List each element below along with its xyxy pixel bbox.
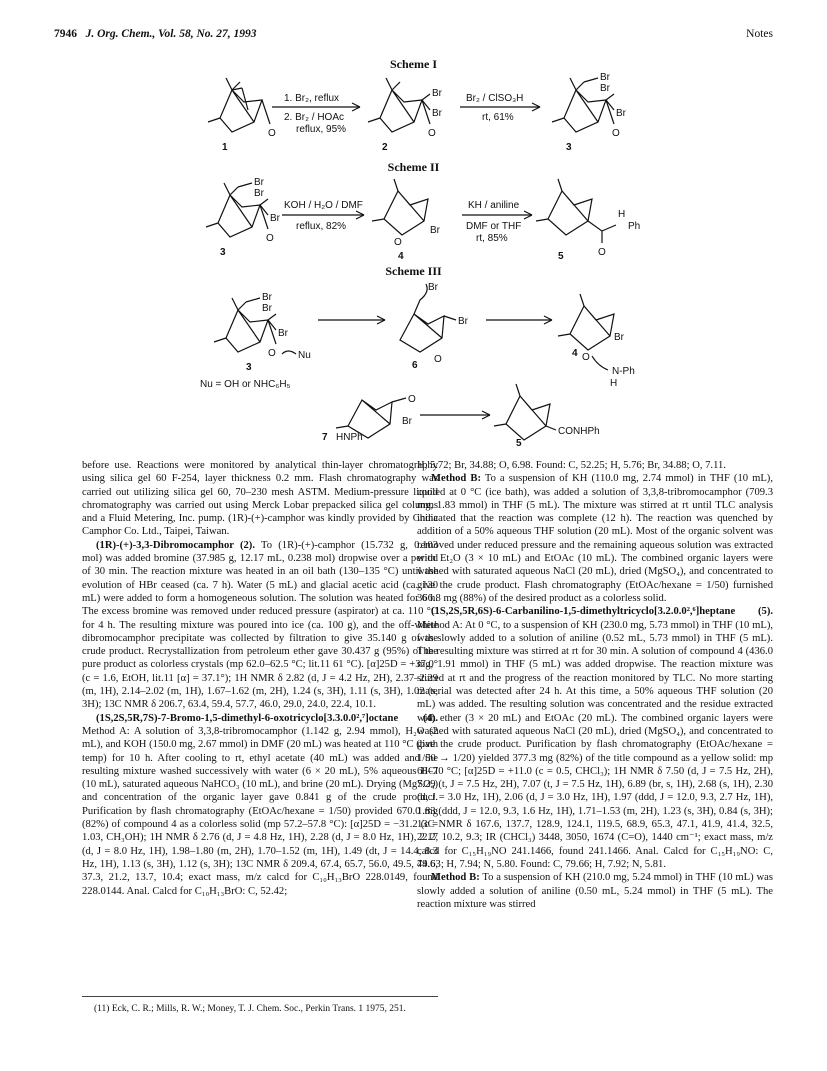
s2-a1-l2: reflux, 82% bbox=[296, 221, 347, 232]
scheme-1-title: Scheme I bbox=[390, 57, 437, 71]
s1-a1-l2: 2. Br₂ / HOAc bbox=[284, 112, 345, 123]
footnote-11: (11) Eck, C. R.; Mills, R. W.; Money, T. J. Chem. Soc., Perkin Trans. 1 1975, 251. bbox=[94, 1004, 406, 1014]
s2-compound-3-label: 3 bbox=[220, 247, 226, 258]
oxygen-label-2: O bbox=[428, 128, 436, 139]
bromine-label-3a: Br bbox=[600, 72, 610, 83]
compound-2-structure bbox=[368, 78, 443, 153]
s1-a1-l1: 1. Br₂, reflux bbox=[284, 93, 340, 104]
analysis-continuation: H, 5.72; Br, 34.88; O, 6.98. Found: C, 52.25; H, 5.76; Br, 34.88; O, 7.11. bbox=[417, 460, 726, 471]
dibromocamphor-paragraph bbox=[82, 539, 438, 712]
compound-1-structure bbox=[208, 78, 276, 153]
scheme-2-diagram bbox=[0, 175, 827, 265]
s2-a2-l2: DMF or THF bbox=[466, 221, 522, 232]
s2-compound-4-label: 4 bbox=[398, 251, 404, 262]
s3-hnph-label: HNPh bbox=[336, 432, 363, 443]
method-b2-paragraph bbox=[417, 871, 773, 911]
s3-compound-7 bbox=[322, 394, 416, 443]
s2-ph-5: Ph bbox=[628, 221, 641, 232]
dibromocamphor-heading: (1R)-(+)-3,3-Dibromocamphor (2). bbox=[96, 539, 255, 551]
journal-citation: J. Org. Chem., Vol. 58, No. 27, 1993 bbox=[85, 28, 257, 40]
compound-5-structure bbox=[536, 179, 640, 262]
s3-oxygen-7: O bbox=[408, 394, 416, 405]
s2-oxygen-4: O bbox=[394, 237, 402, 248]
nu-definition: Nu = OH or NHC₆H₅ bbox=[200, 379, 291, 390]
s2-br-a: Br bbox=[254, 177, 264, 188]
scheme-3-diagram bbox=[0, 280, 827, 450]
scheme-2-arrow-1 bbox=[282, 200, 364, 232]
compound-2-label: 2 bbox=[382, 142, 388, 153]
footnote bbox=[82, 996, 438, 1015]
s3-br-a: Br bbox=[262, 292, 272, 303]
s3-conhph-label: CONHPh bbox=[558, 426, 600, 437]
s2-a2-l1: KH / aniline bbox=[468, 200, 520, 211]
s2-br-c: Br bbox=[270, 213, 280, 224]
scheme-1-diagram bbox=[0, 70, 827, 160]
left-column bbox=[82, 459, 438, 898]
scheme-3-title: Scheme III bbox=[385, 264, 442, 278]
method-b2-text: To a suspension of KH (210.0 mg, 5.24 mmol) in THF (10 mL) was slowly added a solution of aniline (0.50 mL, 5.24 mmol) in THF (5 mL). The reaction mixture was stirred bbox=[417, 872, 773, 910]
s3-compound-6-label: 6 bbox=[412, 360, 418, 371]
s3-oxygen-4: O bbox=[582, 352, 590, 363]
s3-br-4: Br bbox=[614, 332, 624, 343]
carbanilino-paragraph bbox=[417, 605, 773, 871]
bromooctane-paragraph bbox=[82, 712, 438, 898]
method-b2-heading: Method B: bbox=[431, 872, 480, 884]
s3-compound-3-label: 3 bbox=[246, 362, 252, 373]
bromine-label-2b: Br bbox=[432, 108, 442, 119]
s3-nu-label: Nu bbox=[298, 350, 311, 361]
method-b-text: To a suspension of KH (110.0 mg, 2.74 mmol) in THF (10 mL), cooled at 0 °C (ice bath), was added a solution of 3,3,8-tribromocamphor (709.3 mg, 1.83 mmol) in THF (5 mL). The mixture was stirred at rt until TLC analysis indicated that the reaction was complete (12 h). The reaction was quenched by addition of a 50% aqueous THF solution (20 mL). Most of the organic solvent was removed under reduced pressure and the remaining aqueous solution was extracted with Et₂O (3 × 10 mL) and EtOAc (10 mL). The combined organic layers were washed with saturated aqueous NaCl (20 mL), dried (MgSO₄), and concentrated to give the crude product. Flash chromatography (EtOAc/hexane = 1/50) furnished 366.8 mg (88%) of the desired product as a colorless solid. bbox=[417, 473, 773, 604]
compound-4-structure bbox=[372, 179, 441, 262]
right-column bbox=[417, 459, 773, 911]
s1-a2-l2: rt, 61% bbox=[482, 112, 514, 123]
s2-br-4: Br bbox=[430, 225, 440, 236]
s2-compound-5-label: 5 bbox=[558, 251, 564, 262]
s3-br-c: Br bbox=[278, 328, 288, 339]
s3-compound-5-label: 5 bbox=[516, 438, 522, 449]
s3-h-4: H bbox=[610, 378, 618, 389]
s2-oxygen-3: O bbox=[266, 233, 274, 244]
compound-3-structure bbox=[552, 72, 627, 153]
page-number: 7946 bbox=[54, 28, 77, 40]
method-b-paragraph bbox=[417, 472, 773, 605]
scheme-1-arrow-2 bbox=[460, 93, 540, 123]
bromooctane-heading: (1S,2S,5R,7S)-7-Bromo-1,5-dimethyl-6-oxotricyclo[3.3.0.0²,⁷]octane (4). bbox=[96, 712, 438, 724]
scheme-1-arrow-1 bbox=[272, 93, 360, 135]
s3-br-b: Br bbox=[262, 303, 272, 314]
compound-3-label: 3 bbox=[566, 142, 572, 153]
bromine-label-2a: Br bbox=[432, 88, 442, 99]
s1-a2-l1: Br₂ / ClSO₃H bbox=[466, 93, 524, 104]
method-b-heading: Method B: bbox=[431, 473, 481, 485]
bromine-label-3c: Br bbox=[616, 108, 626, 119]
s3-oxygen-6: O bbox=[434, 354, 442, 365]
scheme-2-title: Scheme II bbox=[387, 160, 440, 174]
s3-nph-label: N-Ph bbox=[612, 366, 635, 377]
section-label: Notes bbox=[746, 28, 773, 40]
compound-1-label: 1 bbox=[222, 142, 228, 153]
s3-br-6a: Br bbox=[428, 282, 438, 293]
carbanilino-heading: (1S,2S,5R,6S)-6-Carbanilino-1,5-dimethyltricyclo[3.2.0.0²,⁶]heptane (5). bbox=[431, 606, 773, 618]
s3-br-7: Br bbox=[402, 416, 412, 427]
s2-oxygen-5: O bbox=[598, 247, 606, 258]
s3-br-6b: Br bbox=[458, 316, 468, 327]
bromine-label-3b: Br bbox=[600, 83, 610, 94]
s2-a2-l3: rt, 85% bbox=[476, 233, 508, 244]
s3-compound-4-label: 4 bbox=[572, 348, 578, 359]
header-left bbox=[54, 28, 257, 40]
oxygen-label-1: O bbox=[268, 128, 276, 139]
intro-paragraph: before use. Reactions were monitored by analytical thin-layer chromatography using silica gel 60 F-254, layer thickness 0.2 mm. Flash chromatography was carried out utilizing silica gel 60, 70–230 mesh ASTM. Medium-pressure liquid chromatography was carried out using Merck Lobar prepacked silica gel columns and a Fluid Metering, Inc. pump. (1R)-(+)-camphor was kindly provided by China Camphor Co. Ltd., Taipei, Taiwan. bbox=[82, 460, 438, 538]
carbanilino-text: Method A: At 0 °C, to a suspension of KH (230.0 mg, 5.73 mmol) in THF (10 mL), was slowly added to a solution of aniline (0.52 mL, 5.73 mmol) in THF (5 mL). The resulting mixture was stirred at rt for 30 min. A solution of compound 4 (436.0 mg, 1.91 mmol) in THF (5 mL) was added dropwise. The reaction mixture was stirred at rt and the progress of the reaction monitored by TLC. No more starting material was detected after 24 h. At this time, a 50% aqueous THF solution (20 mL) was added. The resulting solution was concentrated and the residue extracted with ether (3 × 20 mL) and EtOAc (20 mL). The combined organic layers were washed with saturated aqueous NaCl (20 mL), dried (MgSO₄), and concentrated to give the crude product. Purification by flash chromatography (EtOAc/hexane = 1/50 → 1/20) yielded 377.3 mg (82%) of the title compound as a yellow solid: mp 68–70 °C; [α]25D = +11.0 (c = 0.5, CHCl₃); 1H NMR δ 7.50 (d, J = 7.5 Hz, 2H), 7.29 (t, J = 7.5 Hz, 2H), 7.07 (t, J = 7.5 Hz, 1H), 6.89 (br, s, 1H), 2.68 (s, 1H), 2.30 (d, J = 3.0 Hz, 1H), 2.06 (d, J = 3.0 Hz, 1H), 1.97 (ddd, J = 12.0, 9.3, 2.7 Hz, 1H), 1.83 (ddd, J = 12.0, 9.3, 1.6 Hz, 1H), 1.71–1.53 (m, 2H), 1.23 (s, 3H), 0.84 (s, 3H); 13C NMR δ 167.6, 137.7, 128.9, 124.1, 119.5, 68.9, 65.3, 47.1, 41.9, 41.4, 32.5, 22.2, 10.2, 9.3; IR (CHCl₃) 3448, 3050, 1674 (C=O), 1440 cm⁻¹; exact mass, m/z calcd for C₁₅H₁₉NO 241.1466, found 241.1466. Anal. Calcd for C₁₅H₁₉NO: C, 79.63; H, 7.94; N, 5.80. Found: C, 79.66; H, 7.92; N, 5.81. bbox=[417, 619, 773, 870]
s3-compound-6 bbox=[400, 282, 469, 371]
compound-3-structure-s2 bbox=[206, 177, 281, 258]
bromooctane-text: Method A: A solution of 3,3,8-tribromocamphor (1.142 g, 2.94 mmol), H₂O (2 mL), and KOH (150.0 mg, 2.67 mmol) in DMF (20 mL) was heated at 110 °C (bath temp) for 10 h. After cooling to rt, ethyl acetate (40 mL) was added and the resulting mixture washed successively with water (6 × 20 mL), 5% aqueous HCl (10 mL), saturated aqueous NaHCO₃ (10 mL), and brine (20 mL). Drying (MgSO₄) and concentration of the organic layer gave 0.841 g of the crude product. Purification by flash chromatography (EtOAc/hexane = 1/50) provided 670.0 mg (82%) of compound 4 as a colorless solid (mp 57.2–57.8 °C): [α]25D = −31.2 (c = 1.03, CH₃OH); 1H NMR δ 2.76 (d, J = 4.8 Hz, 1H), 2.28 (d, J = 8.0 Hz, 1H), 2.17 (d, J = 8.0 Hz, 1H), 1.98–1.80 (m, 2H), 1.70–1.52 (m, 1H), 1.49 (dt, J = 14.4, 8.3 Hz, 1H), 1.13 (s, 3H), 1.12 (s, 3H); 13C NMR δ 209.4, 67.4, 65.7, 56.0, 49.5, 44.6, 37.3, 21.2, 13.7, 10.4; exact mass, m/z calcd for C₁₀H₁₃BrO 228.0149, found 228.0144. Anal. Calcd for C₁₀H₁₃BrO: C, 52.42; bbox=[82, 725, 438, 897]
s2-h-5: H bbox=[618, 209, 626, 220]
running-header bbox=[54, 28, 773, 44]
s3-compound-3 bbox=[214, 292, 311, 373]
s3-compound-5 bbox=[494, 384, 600, 449]
dibromocamphor-text: To (1R)-(+)-camphor (15.732 g, 0.103 mol) was added bromine (37.985 g, 12.17 mL, 0.238 mol) dropwise over a period of 30 min. The reaction mixture was heated in an oil bath (130–135 °C) until the evolution of HBr ceased (ca. 7 h). Water (5 mL) and glacial acetic acid (ca. 120 mL) were added to form a homogeneous solution. The solution was heated for 6 h. The excess bromine was removed under reduced pressure (aspirator) at ca. 110 °C for 4 h. The resulting mixture was poured into ice (ca. 100 g), and the off-white dibromocamphor precipitate was collected by filtration to give 35.140 g of the crude product. Recrystallization from petroleum ether gave 30.437 g (95%) of the pure product as colorless crystals (mp 62.0–62.5 °C; lit.11 61 °C). [α]25D = +37.0° (c = 1.6, EtOH, lit.11 [α] = 37.1°); 1H NMR δ 2.82 (d, J = 4.2 Hz, 2H), 2.37–2.29 (m, 1H), 2.14–2.02 (m, 1H), 1.67–1.62 (m, 2H), 1.24 (s, 3H), 1.11 (s, 3H), 1.02 (s, 3H); 13C NMR δ 206.7, 63.4, 59.4, 57.7, 46.0, 29.0, 24.0, 22.4, 10.1. bbox=[82, 539, 438, 711]
s2-a1-l1: KOH / H₂O / DMF bbox=[284, 200, 363, 211]
s3-compound-4 bbox=[558, 294, 635, 389]
s1-a1-l3: reflux, 95% bbox=[296, 124, 347, 135]
oxygen-label-3: O bbox=[612, 128, 620, 139]
scheme-2-arrow-2 bbox=[462, 200, 532, 244]
s2-br-b: Br bbox=[254, 188, 264, 199]
s3-oxygen-3: O bbox=[268, 348, 276, 359]
s3-compound-7-label: 7 bbox=[322, 432, 328, 443]
